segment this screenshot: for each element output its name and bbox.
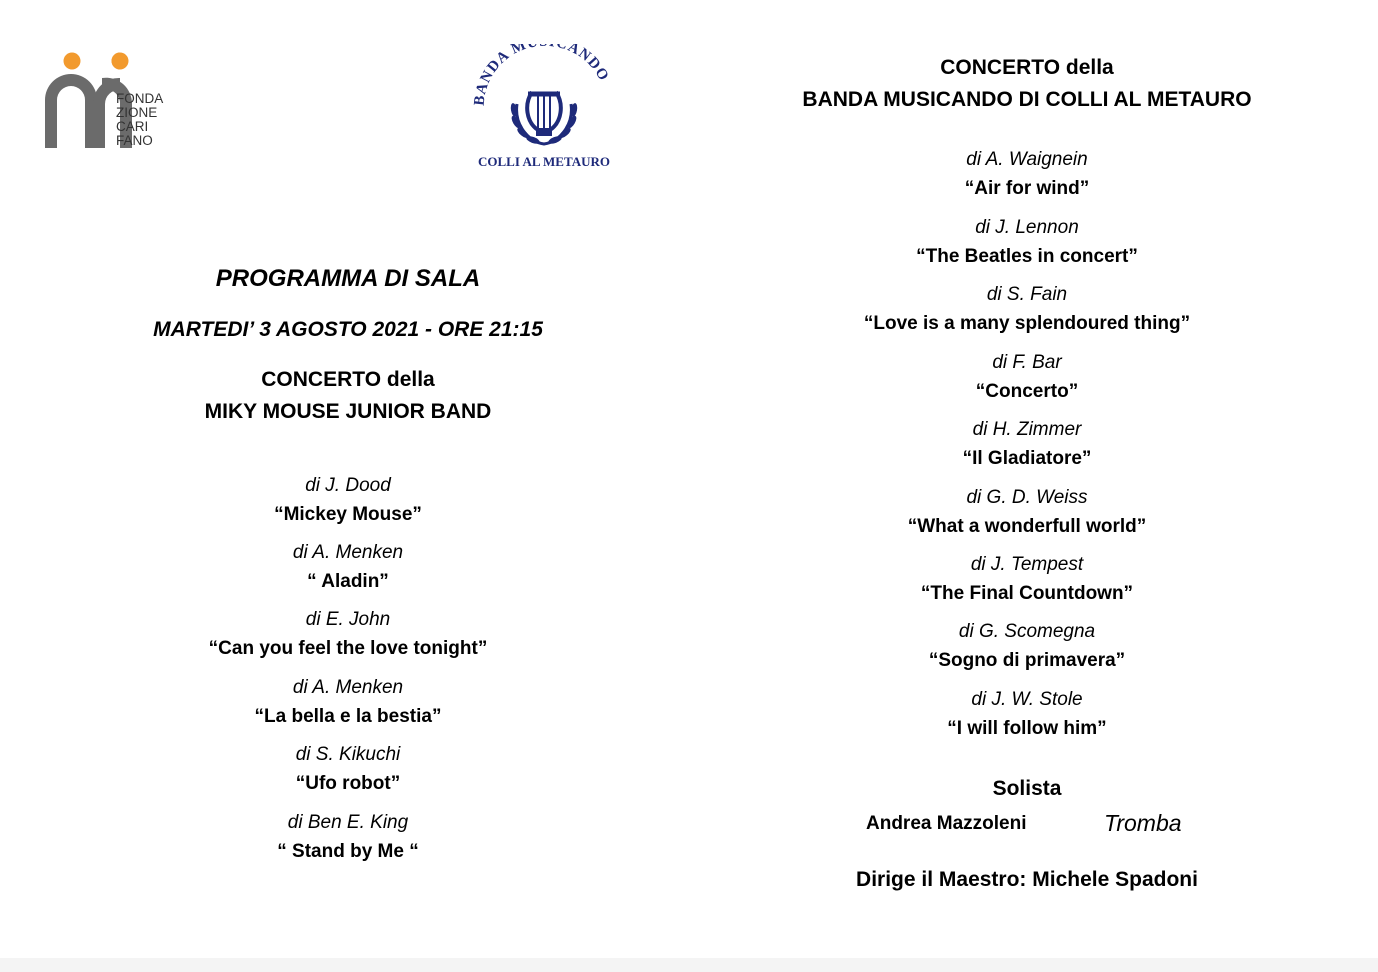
left-piece — [60, 740, 636, 798]
piece-title: “The Final Countdown” — [920, 583, 1134, 604]
banda-arc-text: BANDA M CANDO — [471, 44, 612, 107]
right-piece — [727, 685, 1327, 743]
composer: di S. Fain — [986, 284, 1068, 305]
piece-title: “The Beatles in concert” — [916, 246, 1138, 267]
soloist-name: Andrea Mazzoleni — [866, 813, 1027, 834]
composer: di J. W. Stole — [971, 689, 1083, 710]
left-piece — [60, 471, 636, 529]
piece-title: “Ufo robot” — [295, 773, 401, 794]
piece-title: “La bella e la bestia” — [254, 706, 442, 727]
right-piece — [727, 280, 1327, 338]
fondazione-text-line: ZIONE — [116, 105, 158, 120]
piece-title: “What a wonderfull world” — [907, 516, 1147, 537]
left-piece — [60, 538, 636, 596]
right-piece — [727, 348, 1327, 406]
composer: di F. Bar — [992, 352, 1062, 373]
right-piece — [727, 415, 1327, 473]
right-piece — [727, 145, 1327, 203]
banda-logo-emblem — [462, 44, 626, 154]
right-piece — [727, 617, 1327, 675]
right-heading-line2: BANDA MUSICANDO DI COLLI AL METAURO — [802, 88, 1252, 111]
soloist-instrument: Tromba — [1104, 810, 1182, 836]
composer: di A. Menken — [292, 677, 404, 698]
conductor: Dirige il Maestro: Michele Spadoni — [856, 868, 1198, 891]
piece-title: “Mickey Mouse” — [274, 504, 422, 525]
fondazione-text-line: FONDA — [116, 91, 164, 106]
left-heading-line2: MIKY MOUSE JUNIOR BAND — [204, 400, 492, 423]
banda-musicando-logo — [462, 44, 626, 174]
piece-title: “Il Gladiatore” — [962, 448, 1092, 469]
fondazione-carifano-logo — [40, 48, 180, 158]
soloist-label: Solista — [992, 777, 1062, 800]
left-concert-heading — [60, 364, 636, 428]
composer: di J. Dood — [305, 475, 391, 496]
fondazione-text-line: CARI — [116, 119, 149, 134]
right-heading-line1: CONCERTO della — [940, 56, 1114, 79]
composer: di A. Waignein — [966, 149, 1088, 170]
right-piece — [727, 550, 1327, 608]
piece-title: “Concerto” — [975, 381, 1079, 402]
piece-title: “Air for wind” — [964, 178, 1090, 199]
composer: di G. D. Weiss — [966, 487, 1088, 508]
composer: di H. Zimmer — [972, 419, 1082, 440]
left-piece — [60, 605, 636, 663]
concert-date: MARTEDI’ 3 AGOSTO 2021 - ORE 21:15 — [153, 318, 543, 341]
right-piece — [727, 213, 1327, 271]
left-heading-line1: CONCERTO della — [261, 368, 435, 391]
svg-text:BANDA MUSICANDO — [472, 44, 612, 106]
piece-title: “Can you feel the love tonight” — [208, 638, 488, 659]
left-piece — [60, 808, 636, 866]
fondazione-text-line: FANO — [116, 133, 153, 148]
composer: di Ben E. King — [287, 812, 409, 833]
lyre-icon — [527, 92, 561, 136]
banda-caption: COLLI AL METAURO — [478, 154, 610, 169]
piece-title: “ Stand by Me “ — [277, 841, 419, 862]
composer: di J. Tempest — [970, 554, 1084, 575]
piece-title: “Sogno di primavera” — [928, 650, 1126, 671]
right-concert-heading — [727, 52, 1327, 116]
composer: di S. Kikuchi — [295, 744, 401, 765]
left-piece — [60, 673, 636, 731]
composer: di E. John — [305, 609, 391, 630]
piece-title: “ Aladin” — [307, 571, 389, 592]
right-piece — [727, 483, 1327, 541]
composer: di J. Lennon — [975, 217, 1079, 238]
composer: di A. Menken — [292, 542, 404, 563]
page-bottom-edge — [0, 958, 1378, 972]
fondazione-logo-text — [116, 92, 163, 148]
composer: di G. Scomegna — [958, 621, 1096, 642]
piece-title: “I will follow him” — [947, 718, 1107, 739]
programma-title: PROGRAMMA DI SALA — [215, 265, 481, 292]
piece-title: “Love is a many splendoured thing” — [863, 313, 1191, 334]
